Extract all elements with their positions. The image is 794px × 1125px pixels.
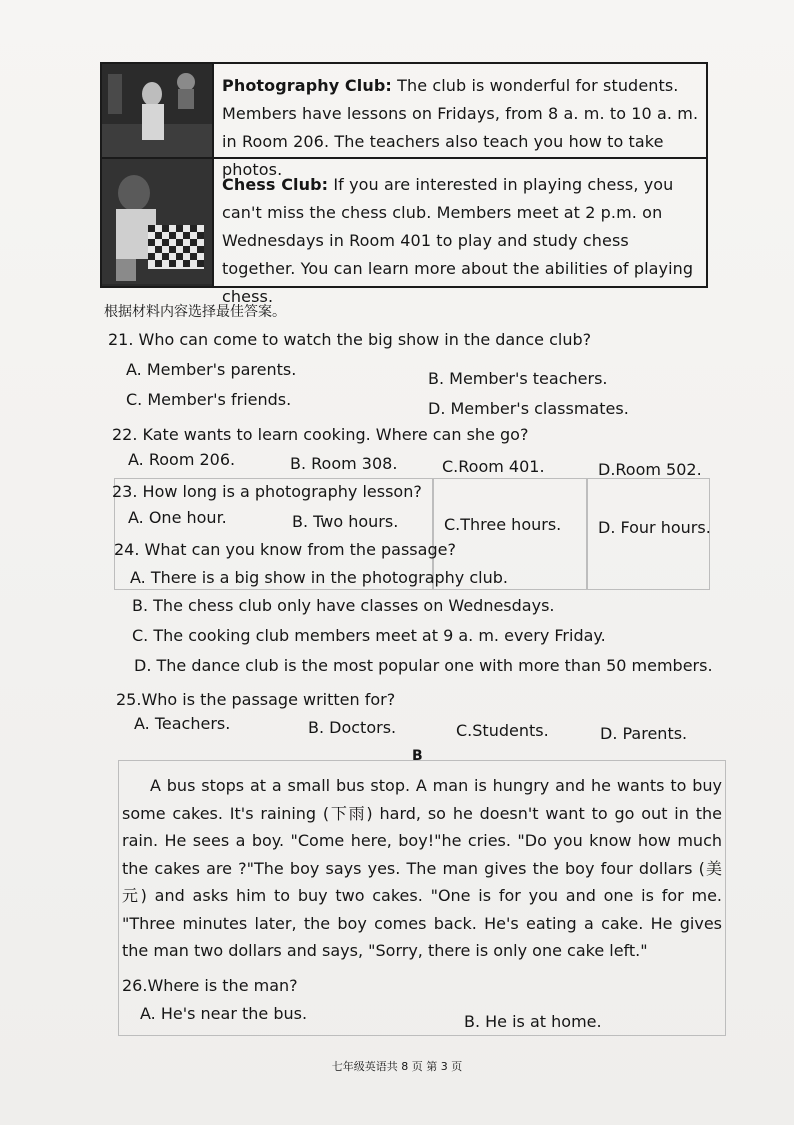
section-b-passage <box>122 772 722 965</box>
chess-club-description <box>222 171 702 311</box>
question-25-option-c[interactable]: C.Students. <box>456 721 549 740</box>
question-23-option-c[interactable]: C.Three hours. <box>444 515 562 534</box>
question-21-option-d[interactable]: D. Member's classmates. <box>428 399 629 418</box>
question-21-option-c[interactable]: C. Member's friends. <box>126 390 292 409</box>
photography-club-name: Photography Club: <box>222 76 392 95</box>
question-23-option-a[interactable]: A. One hour. <box>128 508 227 527</box>
question-21-stem: 21. Who can come to watch the big show in the dance club? <box>108 330 592 349</box>
chess-photo <box>102 159 214 286</box>
question-25-option-d[interactable]: D. Parents. <box>600 724 688 743</box>
question-22-option-b[interactable]: B. Room 308. <box>290 454 398 473</box>
club-row-chess <box>102 159 706 306</box>
question-23-option-b[interactable]: B. Two hours. <box>292 512 399 531</box>
chess-photo-icon <box>102 159 212 284</box>
question-24-option-c[interactable]: C. The cooking club members meet at 9 a. m. every Friday. <box>132 626 606 645</box>
question-26-option-b[interactable]: B. He is at home. <box>464 1012 602 1031</box>
instruction: 根据材料内容选择最佳答案。 <box>104 304 286 320</box>
question-24-option-d[interactable]: D. The dance club is the most popular one with more than 50 members. <box>134 656 713 675</box>
question-25-option-b[interactable]: B. Doctors. <box>308 718 397 737</box>
section-b-passage-text: A bus stops at a small bus stop. A man is hungry and he wants to buy some cakes. It's raining (下雨) hard, so he doesn't want to go out in the rain. He sees a boy. "Come here, boy!"he cries. "Do you know how much the cakes are ?"The boy says yes. The man gives the boy four dollars (美元) and asks him to buy two cakes. "One is for you and one is for me. "Three minutes later, the boy comes back. He's eating a cake. He gives the man two dollars and says, "Sorry, there is only one cake left." <box>122 776 722 960</box>
chess-club-name: Chess Club: <box>222 175 329 194</box>
photography-photo-icon <box>102 64 212 157</box>
question-26-option-a[interactable]: A. He's near the bus. <box>140 1004 308 1023</box>
club-table <box>100 62 708 306</box>
question-23-stem: 23. How long is a photography lesson? <box>112 482 422 501</box>
chess-club-text: If you are interested in playing chess, you can't miss the chess club. Members meet at 2 p.m. on Wednesdays in Room 401 to play and study chess together. You can learn more about the abilities of playing chess. <box>222 175 694 306</box>
page-footer: 七年级英语共 8 页 第 3 页 <box>331 1060 463 1073</box>
question-22-option-d[interactable]: D.Room 502. <box>598 460 702 479</box>
question-22-option-a[interactable]: A. Room 206. <box>128 450 236 469</box>
question-23-option-d[interactable]: D. Four hours. <box>598 518 711 537</box>
photography-photo <box>102 64 214 157</box>
question-26-stem: 26.Where is the man? <box>122 976 298 995</box>
section-b-label: B <box>412 748 423 764</box>
club-row-photography <box>102 64 706 179</box>
question-25-option-a[interactable]: A. Teachers. <box>134 714 231 733</box>
question-22-option-c[interactable]: C.Room 401. <box>442 457 545 476</box>
bleed-through-divider <box>586 478 588 590</box>
question-22-stem: 22. Kate wants to learn cooking. Where can she go? <box>112 425 529 444</box>
question-24-option-a[interactable]: A. There is a big show in the photography club. <box>130 568 508 587</box>
question-21-option-b[interactable]: B. Member's teachers. <box>428 369 608 388</box>
question-21-option-a[interactable]: A. Member's parents. <box>126 360 297 379</box>
question-25-stem: 25.Who is the passage written for? <box>116 690 396 709</box>
question-24-stem: 24. What can you know from the passage? <box>114 540 456 559</box>
question-24-option-b[interactable]: B. The chess club only have classes on Wednesdays. <box>132 596 555 615</box>
photography-club-text: The club is wonderful for students. Members have lessons on Fridays, from 8 a. m. to 10 a. m. in Room 206. The teachers also teach you how to take photos. <box>222 76 699 179</box>
